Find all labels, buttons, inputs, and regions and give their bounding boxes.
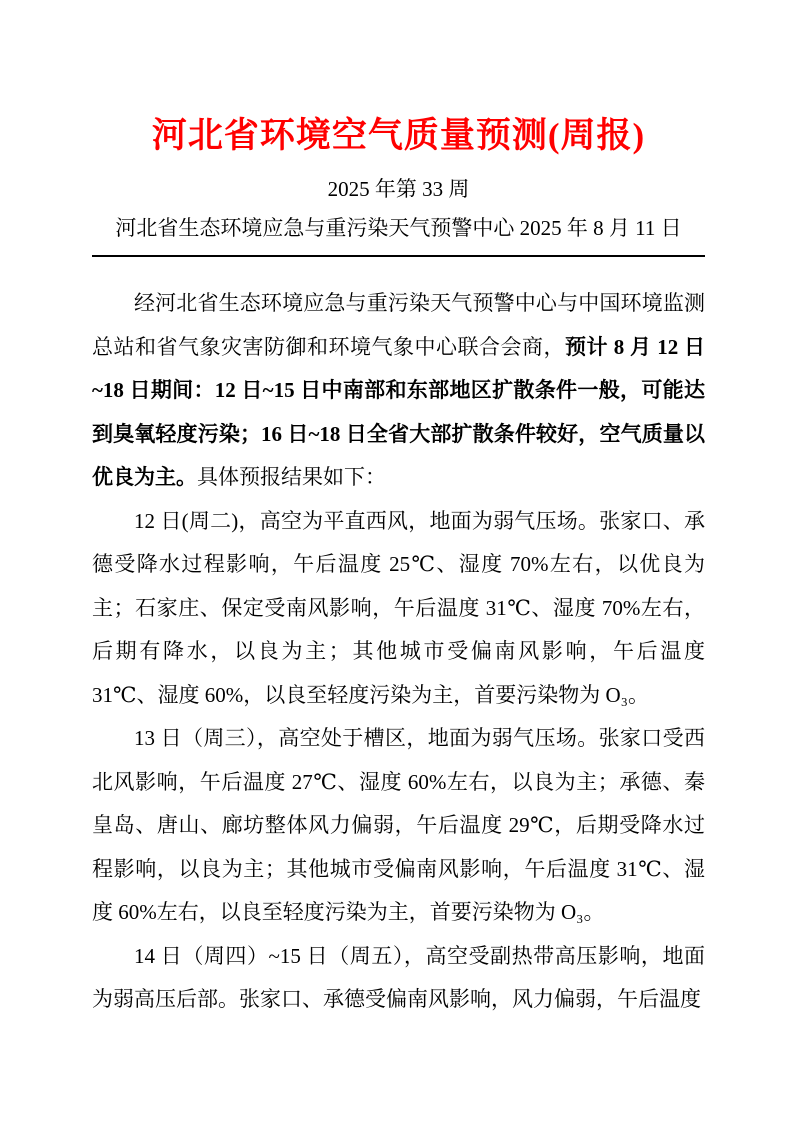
forecast-summary-bold-run: 预计 8 月 12 日~18 日期间：12 日~15 日中南部和东部地区扩散条件一般，可能达到臭氧轻度污染；16 日~18 日全省大部扩散条件较好，空气质量以优良为主。 xyxy=(92,334,705,489)
body-paragraph xyxy=(92,717,705,935)
document-title: 河北省环境空气质量预测(周报) xyxy=(151,116,646,155)
header-divider xyxy=(92,255,705,257)
week-subtitle: 2025 年第 33 周 xyxy=(327,177,470,201)
document-body xyxy=(92,282,705,1022)
text-run: 13 日（周三），高空处于槽区，地面为弱气压场。张家口受西北风影响，午后温度 27℃、湿度 60%左右，以良为主；承德、秦皇岛、唐山、廊坊整体风力偏弱，午后温度 29℃，后期受降水过程影响，以良为主；其他城市受偏南风影响，午后温度 31℃、湿度 60%左右，以良至轻度污染为主，首要污染物为 O₃。 xyxy=(92,726,705,924)
text-run: 经河北省生态环境应急与重污染天气预警中心与中国环境监测总站和省气象灾害防御和环境气象中心联合会商， xyxy=(92,291,705,359)
issuer-dateline: 河北省生态环境应急与重污染天气预警中心 2025 年 8 月 11 日 xyxy=(115,216,682,240)
body-paragraph xyxy=(92,935,705,1022)
text-run: 14 日（周四）~15 日（周五），高空受副热带高压影响，地面为弱高压后部。张家口、承德受偏南风影响，风力偏弱，午后温度 xyxy=(92,943,705,1011)
body-paragraph xyxy=(92,282,705,500)
text-run: 12 日(周二)，高空为平直西风，地面为弱气压场。张家口、承德受降水过程影响，午后温度 25℃、湿度 70%左右，以优良为主；石家庄、保定受南风影响，午后温度 31℃、湿度 70%左右，后期有降水，以良为主；其他城市受偏南风影响，午后温度 31℃、湿度 60%，以良至轻度污染为主，首要污染物为 O₃。 xyxy=(92,508,705,707)
text-run: 具体预报结果如下： xyxy=(197,465,386,489)
body-paragraph xyxy=(92,500,705,718)
